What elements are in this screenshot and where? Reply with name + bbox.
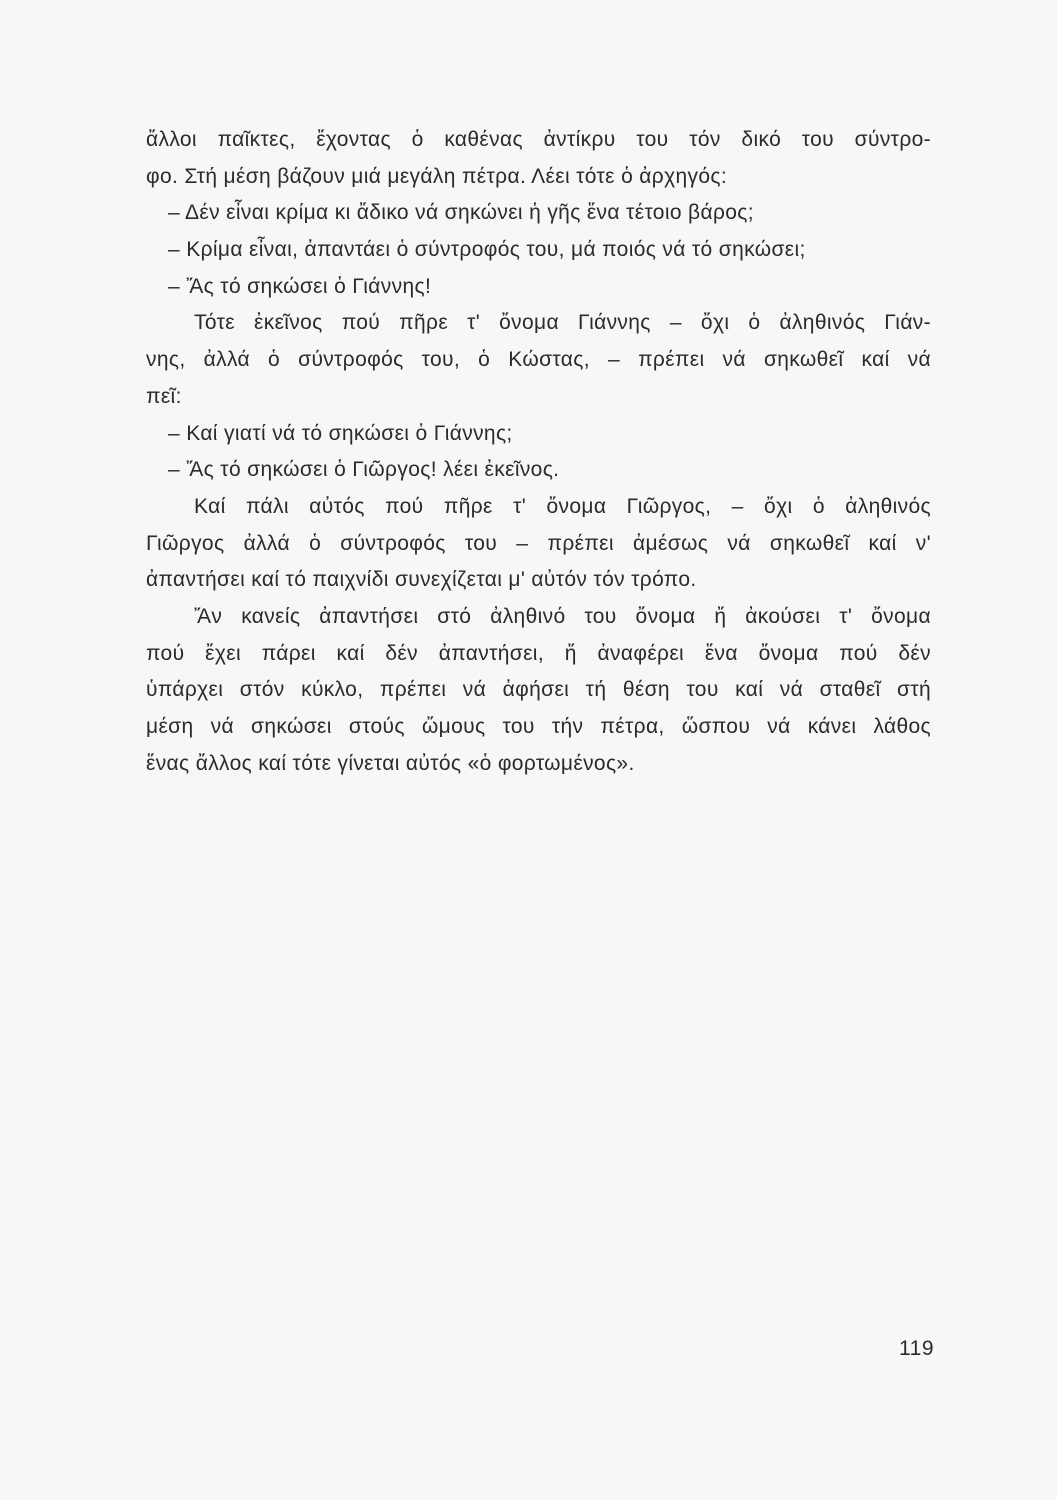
dialogue-line: – Καί γιατί νά τό σηκώσει ὁ Γιάννης;	[168, 421, 513, 445]
text-line: φο. Στή μέση βάζουν μιά μεγάλη πέτρα. Λέει τότε ὁ ἀρχηγός:	[146, 164, 728, 188]
text-line: πεῖ:	[146, 384, 182, 408]
paragraph-start-line: Καί πάλι αὐτός πού πῆρε τ' ὄνομα Γιῶργος, – ὄχι ὁ ἀληθινός	[194, 494, 931, 518]
text-line: ἀπαντήσει καί τό παιχνίδι συνεχίζεται μ' αὐτόν τόν τρόπο.	[146, 568, 697, 592]
text-line: πού ἔχει πάρει καί δέν ἀπαντήσει, ἤ ἀναφέρει ἕνα ὄνομα πού δέν	[146, 641, 931, 665]
dialogue-line: – Ἄς τό σηκώσει ὁ Γιάννης!	[168, 274, 432, 298]
text-line: ἕνας ἄλλος καί τότε γίνεται αὐτός «ὁ φορτωμένος».	[146, 751, 635, 775]
text-line: νης, ἀλλά ὁ σύντροφός του, ὁ Κώστας, – πρέπει νά σηκωθεῖ καί νά	[146, 348, 931, 372]
text-line: ὑπάρχει στόν κύκλο, πρέπει νά ἀφήσει τή θέση του καί νά σταθεῖ στή	[146, 678, 931, 702]
paragraph-start-line: Τότε ἐκεῖνος πού πῆρε τ' ὄνομα Γιάννης – ὄχι ὁ ἀληθινός Γιάν-	[194, 311, 931, 335]
body-text	[146, 122, 931, 782]
paragraph-start-line: Ἄν κανείς ἀπαντήσει στό ἀληθινό του ὄνομα ἤ ἀκούσει τ' ὄνομα	[194, 604, 931, 628]
dialogue-line: – Δέν εἶναι κρίμα κι ἄδικο νά σηκώνει ἡ γῆς ἕνα τέτοιο βάρος;	[168, 201, 754, 225]
page-number: 119	[899, 1337, 934, 1360]
text-line: Γιῶργος ἀλλά ὁ σύντροφός του – πρέπει ἀμέσως νά σηκωθεῖ καί ν'	[146, 531, 931, 555]
text-line: μέση νά σηκώσει στούς ὤμους του τήν πέτρα, ὥσπου νά κάνει λάθος	[146, 715, 931, 738]
text-line: ἄλλοι παῖκτες, ἔχοντας ὁ καθένας ἀντίκρυ του τόν δικό του σύντρο-	[146, 128, 931, 151]
dialogue-line: – Κρίμα εἶναι, ἀπαντάει ὁ σύντροφός του, μά ποιός νά τό σηκώσει;	[168, 238, 806, 262]
dialogue-line: – Ἄς τό σηκώσει ὁ Γιῶργος! λέει ἐκεῖνος.	[168, 458, 560, 482]
